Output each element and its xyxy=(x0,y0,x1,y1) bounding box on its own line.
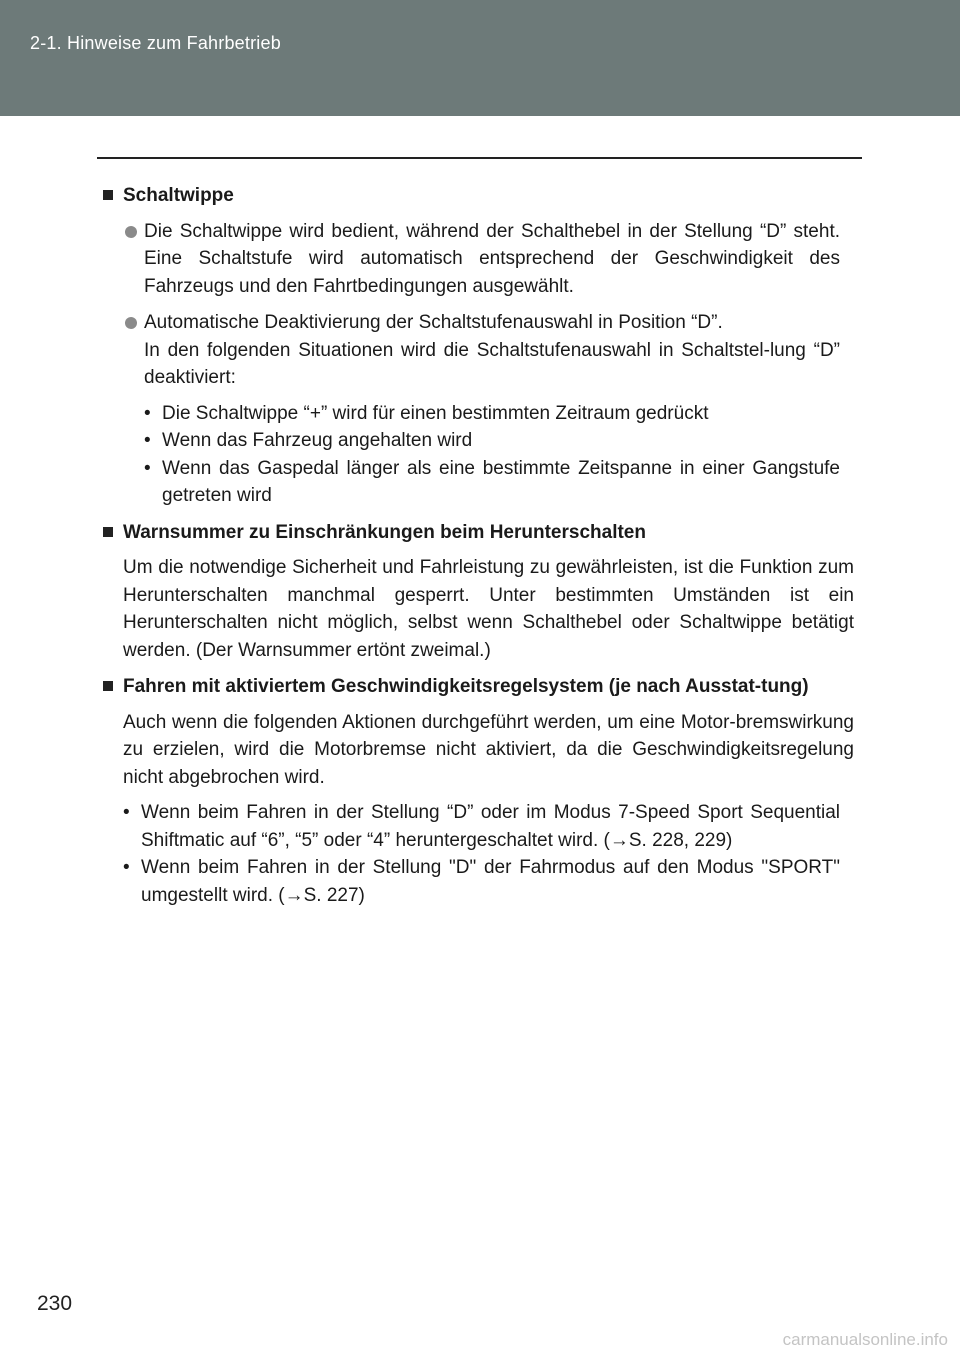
header-rule xyxy=(97,157,862,159)
list-item xyxy=(144,427,840,455)
circle-bullet-icon xyxy=(125,317,137,329)
dot-item xyxy=(100,218,854,301)
list-item-text: Die Schaltwippe “+” wird für einen bestimmten Zeitraum gedrückt xyxy=(162,402,709,424)
section-heading-schaltwippe xyxy=(100,182,854,210)
section-heading-geschwindigkeitsregelsystem xyxy=(100,673,854,701)
square-bullet-icon xyxy=(103,681,113,691)
bullet-glyph: • xyxy=(123,857,130,878)
list-item xyxy=(144,400,840,428)
section-body: Um die notwendige Sicherheit und Fahrleistung zu gewährleisten, ist die Funktion zum Herunterschalten manchmal gesperrt. Unter bestimmten Umständen ist ein Herunterschalten nicht möglich, selbst wenn Schalthebel oder Schaltwippe betätigt werden. (Der Warnsummer ertönt zweimal.) xyxy=(123,557,854,661)
bullet-list xyxy=(100,400,854,510)
dot-item xyxy=(100,309,854,337)
watermark: carmanualsonline.info xyxy=(782,1330,948,1349)
list-item xyxy=(144,455,840,510)
bullet-glyph: • xyxy=(123,802,130,823)
list-item-text: Wenn beim Fahren in der Stellung “D” oder im Modus 7-Speed Sport Sequential Shiftmatic auf “6”, “5” oder “4” heruntergeschaltet wird. (→S. 228, 229) xyxy=(141,802,840,851)
dot-item-text: Die Schaltwippe wird bedient, während der Schalthebel in der Stellung “D” steht. Eine Schaltstufe wird automatisch entsprechend der Geschwindigkeit des Fahrzeugs und den Fahrtbedingungen ausgewählt. xyxy=(144,220,840,297)
list-item xyxy=(123,799,840,854)
square-bullet-icon xyxy=(103,190,113,200)
page-number: 230 xyxy=(37,1292,73,1315)
bullet-glyph: • xyxy=(144,402,151,424)
section-heading-text: Schaltwippe xyxy=(123,185,234,206)
dot-item-text: Automatische Deaktivierung der Schaltstufenauswahl in Position “D”. xyxy=(144,312,723,333)
header-band xyxy=(0,0,960,116)
section-body: Auch wenn die folgenden Aktionen durchgeführt werden, um eine Motor-bremswirkung zu erzielen, wird die Motorbremse nicht aktiviert, da die Geschwindigkeitsregelung nicht abgebrochen wird. xyxy=(123,711,854,788)
section-heading-text: Fahren mit aktiviertem Geschwindigkeitsregelsystem (je nach Ausstat-tung) xyxy=(123,676,809,697)
chapter-title: 2-1. Hinweise zum Fahrbetrieb xyxy=(30,33,281,53)
page-content xyxy=(100,182,854,909)
bullet-list xyxy=(100,799,854,909)
list-item-text: Wenn beim Fahren in der Stellung "D" der Fahrmodus auf den Modus "SPORT" umgestellt wird. (→S. 227) xyxy=(141,857,840,906)
bullet-glyph: • xyxy=(144,457,151,479)
list-item xyxy=(123,854,840,909)
bullet-glyph: • xyxy=(144,430,151,451)
circle-bullet-icon xyxy=(125,226,137,238)
dot-item-paragraph: In den folgenden Situationen wird die Schaltstufenauswahl in Schaltstel-lung “D” deaktiviert: xyxy=(144,339,840,388)
section-heading-warnsummer xyxy=(100,519,854,547)
square-bullet-icon xyxy=(103,527,113,537)
section-heading-text: Warnsummer zu Einschränkungen beim Herunterschalten xyxy=(123,521,646,543)
list-item-text: Wenn das Gaspedal länger als eine bestimmte Zeitspanne in einer Gangstufe getreten wird xyxy=(162,457,840,506)
list-item-text: Wenn das Fahrzeug angehalten wird xyxy=(162,430,473,451)
